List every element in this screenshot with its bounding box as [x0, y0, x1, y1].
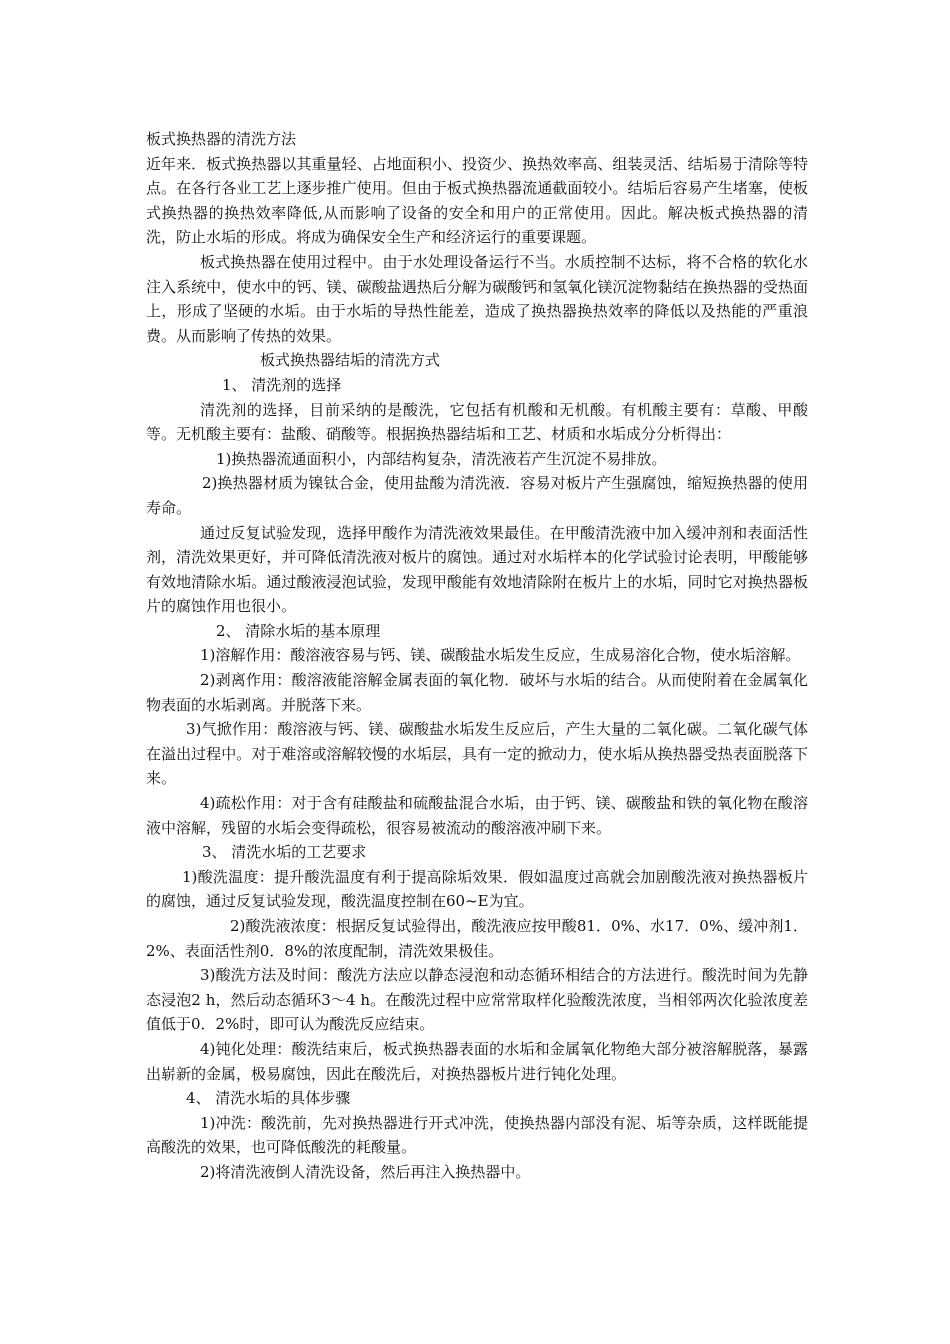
- section-1-item-1: 1)换热器流通面积小，内部结构复杂，清洗液若产生沉淀不易排放。: [216, 449, 667, 468]
- section-3-heading: 3、 清洗水垢的工艺要求: [202, 843, 367, 862]
- section-3-item-2: 2)酸洗液浓度：根据反复试验得出，酸洗液应按甲酸81．0%、水17．0%、缓冲剂1．2%、表面活性剂0．8%的浓度配制，清洗效果极佳。: [146, 917, 808, 960]
- section-3-item-1: 1)酸洗温度：提升酸洗温度有利于提高除垢效果．假如温度过高就会加剧酸洗液对换热器板片的腐蚀，通过反复试验发现，酸洗温度控制在60~E为宜。: [146, 867, 808, 911]
- section-2-item-1: 1)溶解作用：酸溶液容易与钙、镁、碳酸盐水垢发生反应，生成易溶化合物，使水垢溶解。: [200, 646, 801, 665]
- section-4-heading: 4、 清洗水垢的具体步骤: [186, 1089, 351, 1108]
- section-2-item-3: 3)气掀作用：酸溶液与钙、镁、碳酸盐水垢发生反应后，产生大量的二氧化碳。二氧化碳气体在溢出过程中。对于难溶或溶解较慢的水垢层，具有一定的掀动力，使水垢从换热器受热表面脱落下来。: [146, 720, 808, 788]
- section-1-item-2: 2)换热器材质为镍钛合金，使用盐酸为清洗液．容易对板片产生强腐蚀，缩短换热器的使用寿命。: [146, 474, 808, 517]
- intro-paragraph-2: 板式换热器在使用过程中。由于水处理设备运行不当。水质控制不达标，将不合格的软化水注入系统中，使水中的钙、镁、碳酸盐遇热后分解为碳酸钙和氢氧化镁沉淀物黏结在换热器的受热面上，形成了坚硬的水垢。由于水垢的导热性能差，造成了换热器换热效率的降低以及热能的严重浪费。从而影响了传热的效果。: [146, 252, 808, 345]
- document-title: 板式换热器的清洗方法: [146, 130, 297, 148]
- section-2-item-2: 2)剥离作用：酸溶液能溶解金属表面的氧化物．破坏与水垢的结合。从而使附着在金属氧化物表面的水垢剥离。并脱落下来。: [146, 671, 808, 714]
- section-3-item-4: 4)钝化处理：酸洗结束后，板式换热器表面的水垢和金属氧化物绝大部分被溶解脱落，暴露出崭新的金属，极易腐蚀，因此在酸洗后，对换热器板片进行钝化处理。: [146, 1039, 808, 1083]
- section-1-paragraph-2: 通过反复试验发现，选择甲酸作为清洗液效果最佳。在甲酸清洗液中加入缓冲剂和表面活性剂，清洗效果更好，并可降低清洗液对板片的腐蚀。通过对水垢样本的化学试验讨论表明，甲酸能够有效地清除水垢。通过酸液浸泡试验，发现甲酸能有效地清除附在板片上的水垢，同时它对换热器板片的腐蚀作用也很小。: [146, 523, 808, 616]
- section-4-item-2: 2)将清洗液倒人清洗设备，然后再注入换热器中。: [200, 1162, 531, 1181]
- section-1-heading: 1、 清洗剂的选择: [222, 375, 342, 394]
- document-body: [146, 127, 808, 1185]
- intro-paragraph-1: 近年来．板式换热器以其重量轻、占地面积小、投资少、换热效率高、组装灵活、结垢易于清除等特点。在各行各业工艺上逐步推广使用。但由于板式换热器流通截面较小。结垢后容易产生堵塞，使板式换热器的换热效率降低,从而影响了设备的安全和用户的正常使用。因此。解决板式换热器的清洗，防止水垢的形成。将成为确保安全生产和经济运行的重要课题。: [146, 154, 808, 247]
- section-2-item-4: 4)疏松作用：对于含有硅酸盐和硫酸盐混合水垢，由于钙、镁、碳酸盐和铁的氧化物在酸溶液中溶解，残留的水垢会变得疏松，很容易被流动的酸溶液冲刷下来。: [146, 794, 808, 837]
- section-2-heading: 2、 清除水垢的基本原理: [216, 621, 381, 640]
- section-1-paragraph-1: 清洗剂的选择，目前采纳的是酸洗，它包括有机酸和无机酸。有机酸主要有：草酸、甲酸等。无机酸主要有：盐酸、硝酸等。根据换热器结垢和工艺、材质和水垢成分分析得出：: [146, 400, 808, 444]
- section-3-item-3: 3)酸洗方法及时间：酸洗方法应以静态浸泡和动态循环相结合的方法进行。酸洗时间为先静态浸泡2 h，然后动态循环3～4 h。在酸洗过程中应常常取样化验酸洗浓度，当相邻两次化验浓度差值低于0．2%时，即可认为酸洗反应结束。: [146, 966, 808, 1034]
- section-title: 板式换热器结垢的清洗方式: [260, 351, 441, 370]
- section-4-item-1: 1)冲洗：酸洗前，先对换热器进行开式冲洗，使换热器内部没有泥、垢等杂质，这样既能提高酸洗的效果，也可降低酸洗的耗酸量。: [146, 1113, 808, 1157]
